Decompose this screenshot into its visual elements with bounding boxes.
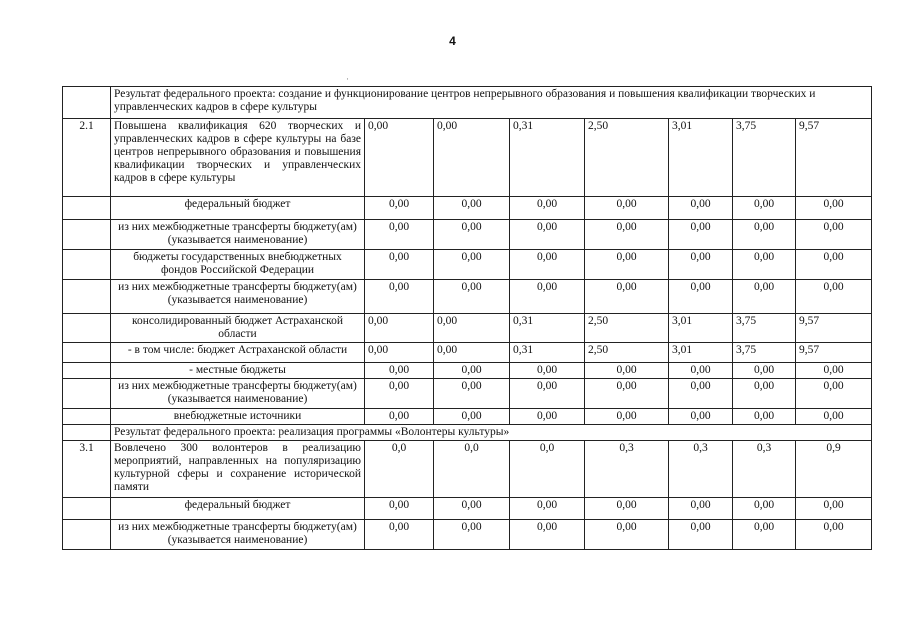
funding-value: 0,00 [796, 280, 872, 314]
funding-value: 0,00 [365, 250, 434, 280]
funding-row [63, 363, 872, 379]
funding-value: 0,00 [434, 314, 510, 343]
funding-value: 0,00 [365, 343, 434, 363]
funding-value: 0,00 [510, 280, 585, 314]
indicator-row [63, 119, 872, 197]
funding-value: 0,00 [365, 498, 434, 520]
funding-row [63, 314, 872, 343]
funding-source-label: из них межбюджетные трансферты бюджету(ам) (указывается наименование) [111, 280, 365, 314]
funding-value: 0,00 [365, 520, 434, 550]
funding-value: 0,00 [365, 363, 434, 379]
funding-value: 0,00 [585, 363, 669, 379]
indicator-number: 2.1 [63, 119, 111, 197]
funding-value: 0,00 [434, 379, 510, 409]
funding-source-label: из них межбюджетные трансферты бюджету(ам) (указывается наименование) [111, 520, 365, 550]
funding-value: 0,00 [510, 220, 585, 250]
section-title-row [63, 87, 872, 119]
funding-value: 3,75 [733, 314, 796, 343]
funding-value: 0,00 [585, 280, 669, 314]
funding-value: 0,00 [733, 363, 796, 379]
funding-value: 0,00 [669, 520, 733, 550]
empty-cell [63, 343, 111, 363]
funding-value: 0,00 [796, 250, 872, 280]
funding-row [63, 520, 872, 550]
budget-table [62, 86, 872, 550]
funding-row [63, 409, 872, 425]
empty-cell [63, 197, 111, 220]
funding-value: 0,00 [434, 409, 510, 425]
indicator-value: 0,0 [510, 441, 585, 498]
funding-value: 0,00 [733, 520, 796, 550]
funding-value: 0,00 [434, 520, 510, 550]
funding-value: 0,00 [510, 250, 585, 280]
funding-value: 0,00 [733, 220, 796, 250]
section-title: Результат федерального проекта: создание и функционирование центров непрерывного образования и повышения квалификации творческих и управленческих кадров в сфере культуры [111, 87, 872, 119]
funding-value: 0,00 [585, 250, 669, 280]
funding-value: 0,00 [669, 220, 733, 250]
funding-source-label: из них межбюджетные трансферты бюджету(ам) (указывается наименование) [111, 379, 365, 409]
funding-value: 0,00 [510, 197, 585, 220]
indicator-value: 3,75 [733, 119, 796, 197]
funding-value: 0,00 [796, 379, 872, 409]
funding-value: 0,00 [585, 409, 669, 425]
indicator-value: 0,0 [434, 441, 510, 498]
funding-value: 3,01 [669, 343, 733, 363]
funding-value: 0,00 [434, 363, 510, 379]
funding-value: 9,57 [796, 314, 872, 343]
indicator-description: Вовлечено 300 волонтеров в реализацию мероприятий, направленных на популяризацию культурной сферы и сохранение исторической памяти [111, 441, 365, 498]
funding-value: 0,00 [585, 220, 669, 250]
funding-row [63, 379, 872, 409]
funding-value: 0,00 [585, 520, 669, 550]
funding-value: 3,01 [669, 314, 733, 343]
funding-row [63, 250, 872, 280]
indicator-value: 9,57 [796, 119, 872, 197]
funding-value: 0,00 [510, 363, 585, 379]
funding-source-label: - местные бюджеты [111, 363, 365, 379]
indicator-value: 0,3 [669, 441, 733, 498]
funding-value: 0,00 [733, 250, 796, 280]
funding-value: 0,00 [434, 280, 510, 314]
funding-value: 0,00 [365, 220, 434, 250]
funding-value: 0,00 [365, 197, 434, 220]
section-title: Результат федерального проекта: реализация программы «Волонтеры культуры» [111, 425, 872, 441]
funding-row [63, 280, 872, 314]
funding-value: 3,75 [733, 343, 796, 363]
funding-value: 0,00 [796, 220, 872, 250]
funding-value: 0,00 [796, 409, 872, 425]
funding-value: 0,00 [669, 409, 733, 425]
funding-source-label: бюджеты государственных внебюджетных фондов Российской Федерации [111, 250, 365, 280]
empty-cell [63, 220, 111, 250]
page-number: 4 [449, 34, 456, 48]
funding-source-label: консолидированный бюджет Астраханской области [111, 314, 365, 343]
empty-cell [63, 363, 111, 379]
funding-value: 0,00 [365, 314, 434, 343]
funding-value: 0,00 [510, 409, 585, 425]
indicator-value: 0,0 [365, 441, 434, 498]
funding-value: 0,00 [434, 220, 510, 250]
funding-source-label: из них межбюджетные трансферты бюджету(ам) (указывается наименование) [111, 220, 365, 250]
empty-cell [63, 250, 111, 280]
funding-value: 0,31 [510, 314, 585, 343]
funding-value: 2,50 [585, 314, 669, 343]
indicator-value: 3,01 [669, 119, 733, 197]
indicator-value: 0,31 [510, 119, 585, 197]
empty-cell [63, 314, 111, 343]
funding-value: 0,00 [585, 379, 669, 409]
funding-row [63, 220, 872, 250]
indicator-row [63, 441, 872, 498]
indicator-value: 0,00 [365, 119, 434, 197]
funding-value: 0,00 [733, 197, 796, 220]
empty-cell [63, 87, 111, 119]
indicator-number: 3.1 [63, 441, 111, 498]
indicator-value: 0,00 [434, 119, 510, 197]
funding-value: 0,00 [365, 409, 434, 425]
funding-value: 0,00 [585, 197, 669, 220]
empty-cell [63, 425, 111, 441]
funding-value: 0,00 [434, 498, 510, 520]
funding-value: 0,31 [510, 343, 585, 363]
funding-value: 0,00 [733, 379, 796, 409]
funding-row [63, 498, 872, 520]
funding-value: 0,00 [669, 250, 733, 280]
empty-cell [63, 520, 111, 550]
funding-value: 0,00 [510, 379, 585, 409]
funding-value: 0,00 [669, 379, 733, 409]
indicator-value: 0,9 [796, 441, 872, 498]
funding-value: 0,00 [796, 520, 872, 550]
funding-source-label: - в том числе: бюджет Астраханской области [111, 343, 365, 363]
empty-cell [63, 379, 111, 409]
funding-source-label: внебюджетные источники [111, 409, 365, 425]
funding-value: 0,00 [733, 280, 796, 314]
funding-value: 9,57 [796, 343, 872, 363]
funding-value: 0,00 [434, 343, 510, 363]
section-title-row [63, 425, 872, 441]
funding-value: 0,00 [733, 409, 796, 425]
funding-value: 0,00 [510, 498, 585, 520]
funding-value: 0,00 [365, 379, 434, 409]
indicator-description: Повышена квалификация 620 творческих и управленческих кадров в сфере культуры на базе центров непрерывного образования и повышения квалификации творческих и управленческих кадров в сфере культуры [111, 119, 365, 197]
funding-value: 0,00 [796, 498, 872, 520]
funding-source-label: федеральный бюджет [111, 197, 365, 220]
funding-value: 0,00 [434, 250, 510, 280]
empty-cell [63, 498, 111, 520]
funding-value: 0,00 [733, 498, 796, 520]
indicator-value: 0,3 [733, 441, 796, 498]
funding-row [63, 343, 872, 363]
funding-value: 0,00 [669, 363, 733, 379]
funding-value: 0,00 [585, 498, 669, 520]
funding-value: 2,50 [585, 343, 669, 363]
funding-value: 0,00 [365, 280, 434, 314]
funding-value: 0,00 [434, 197, 510, 220]
empty-cell [63, 409, 111, 425]
funding-value: 0,00 [510, 520, 585, 550]
funding-value: 0,00 [796, 197, 872, 220]
funding-value: 0,00 [796, 363, 872, 379]
funding-value: 0,00 [669, 498, 733, 520]
funding-row [63, 197, 872, 220]
empty-cell [63, 280, 111, 314]
scan-mark: · [346, 74, 349, 84]
funding-value: 0,00 [669, 280, 733, 314]
funding-value: 0,00 [669, 197, 733, 220]
indicator-value: 0,3 [585, 441, 669, 498]
indicator-value: 2,50 [585, 119, 669, 197]
funding-source-label: федеральный бюджет [111, 498, 365, 520]
